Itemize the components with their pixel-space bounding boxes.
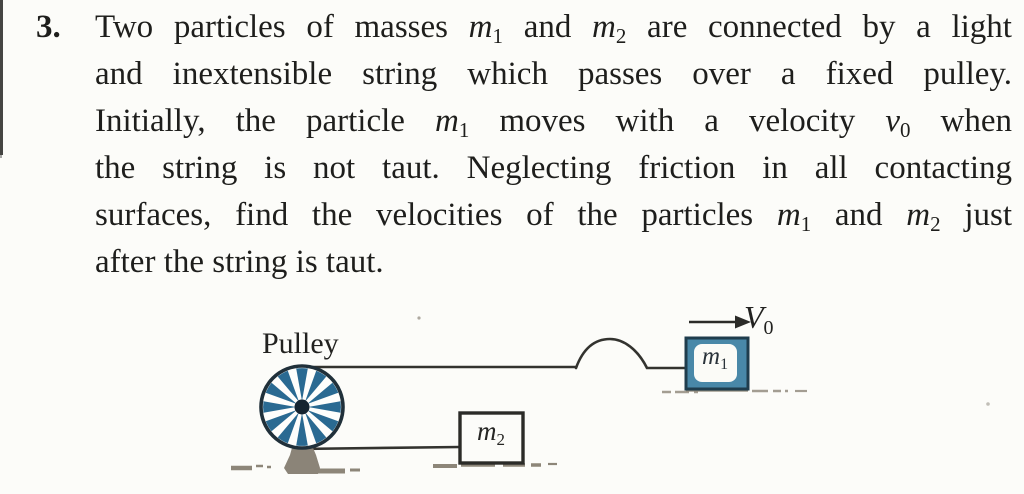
problem-text-line: and inextensible string which passes over a fixed pulley. xyxy=(95,56,1012,92)
velocity-label: $V_0$ xyxy=(744,299,774,339)
problem-text-line: Initially, the particle $m_1$ moves with a velocity $v_0$ when xyxy=(95,103,1012,142)
pulley-label: Pulley xyxy=(262,327,339,360)
ink-speck xyxy=(986,402,990,406)
problem-text-line: Two particles of masses $m_1$ and $m_2$ are connected by a light xyxy=(95,9,1012,48)
page-edge-artifact xyxy=(0,120,2,158)
string-slack-hump xyxy=(576,339,686,368)
pulley-wheel xyxy=(261,366,343,448)
problem-number: 3. xyxy=(36,9,61,45)
mass1-label: $m_1$ xyxy=(702,343,729,373)
ground-hatch-left xyxy=(231,464,557,471)
ink-speck xyxy=(417,316,420,319)
string-bottom xyxy=(297,447,460,449)
velocity-arrow xyxy=(689,316,751,329)
problem-text-line: surfaces, find the velocities of the particles $m_1$ and $m_2$ just xyxy=(95,197,1012,236)
problem-text-line: after the string is taut. xyxy=(95,244,384,280)
mass2-label: $m_2$ xyxy=(477,416,505,449)
problem-text-line: the string is not taut. Neglecting friction in all contacting xyxy=(95,150,1012,186)
pulley-hub xyxy=(295,400,310,415)
